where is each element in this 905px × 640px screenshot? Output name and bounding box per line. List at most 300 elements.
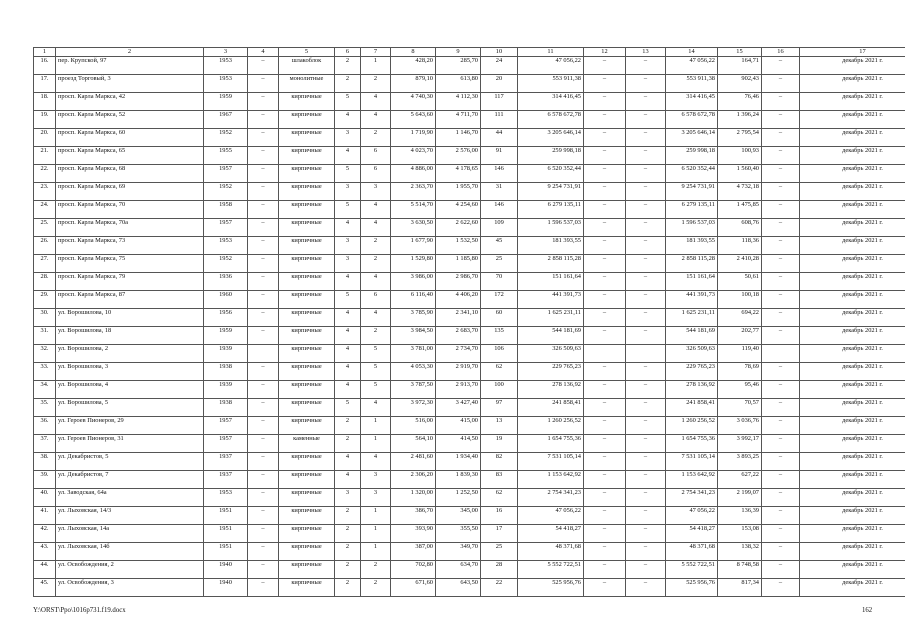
- cell-total-area: 428,20: [391, 57, 436, 75]
- cell-cost-per-m2: 100,18: [718, 291, 762, 309]
- cell-col-12: –: [584, 147, 626, 165]
- cell-cost-per-m2: 70,57: [718, 399, 762, 417]
- cell-cost-per-m2: 608,76: [718, 219, 762, 237]
- cell-col-16: –: [762, 93, 800, 111]
- cell-col-12: –: [584, 273, 626, 291]
- cell-col-4: –: [248, 57, 279, 75]
- cell-residents: 91: [481, 147, 518, 165]
- cell-cost-per-m2: 817,34: [718, 579, 762, 597]
- cell-col-16: –: [762, 75, 800, 93]
- cell-cost-total: 544 181,69: [518, 327, 584, 345]
- cell-cost-fund: 1 625 231,11: [666, 309, 718, 327]
- cell-completion-date: декабрь 2021 г.: [800, 345, 905, 363]
- cell-year-built: 1959: [204, 327, 248, 345]
- cell-floors: 5: [335, 291, 361, 309]
- cell-col-13: –: [626, 453, 666, 471]
- cell-col-12: –: [584, 183, 626, 201]
- cell-residents: 28: [481, 561, 518, 579]
- cell-year-built: 1937: [204, 471, 248, 489]
- cell-row-number: 34.: [34, 381, 56, 399]
- cell-living-area: 415,00: [436, 417, 481, 435]
- cell-col-16: –: [762, 183, 800, 201]
- cell-year-built: 1959: [204, 93, 248, 111]
- cell-floors: 4: [335, 327, 361, 345]
- cell-entrances: 4: [361, 273, 391, 291]
- cell-cost-per-m2: 3 893,25: [718, 453, 762, 471]
- cell-entrances: 2: [361, 561, 391, 579]
- cell-col-13: –: [626, 561, 666, 579]
- cell-col-13: –: [626, 165, 666, 183]
- cell-completion-date: декабрь 2021 г.: [800, 453, 905, 471]
- cell-year-built: 1951: [204, 543, 248, 561]
- cell-cost-total: 1 153 642,92: [518, 471, 584, 489]
- cell-cost-fund: 314 416,45: [666, 93, 718, 111]
- cell-col-4: –: [248, 75, 279, 93]
- cell-address: ул. Декабристов, 5: [56, 453, 204, 471]
- cell-year-built: 1957: [204, 219, 248, 237]
- cell-wall-material: кирпичные: [279, 507, 335, 525]
- cell-col-12: –: [584, 327, 626, 345]
- cell-total-area: 5 514,70: [391, 201, 436, 219]
- cell-cost-total: 47 056,22: [518, 507, 584, 525]
- cell-year-built: 1953: [204, 489, 248, 507]
- cell-col-4: –: [248, 525, 279, 543]
- table-row: [34, 525, 905, 543]
- cell-col-13: –: [626, 579, 666, 597]
- cell-col-12: –: [584, 417, 626, 435]
- column-header-6: 6: [335, 48, 361, 57]
- cell-cost-per-m2: 694,22: [718, 309, 762, 327]
- cell-cost-total: 5 552 722,51: [518, 561, 584, 579]
- cell-col-4: –: [248, 201, 279, 219]
- cell-col-16: –: [762, 237, 800, 255]
- cell-wall-material: кирпичные: [279, 273, 335, 291]
- table-row: [34, 309, 905, 327]
- table-row: [34, 579, 905, 597]
- cell-col-13: –: [626, 489, 666, 507]
- cell-wall-material: кирпичные: [279, 309, 335, 327]
- cell-total-area: 386,70: [391, 507, 436, 525]
- cell-living-area: 643,50: [436, 579, 481, 597]
- cell-row-number: 20.: [34, 129, 56, 147]
- cell-cost-total: 229 765,23: [518, 363, 584, 381]
- cell-total-area: 3 787,50: [391, 381, 436, 399]
- cell-total-area: 1 719,90: [391, 129, 436, 147]
- cell-col-13: –: [626, 255, 666, 273]
- cell-col-4: –: [248, 309, 279, 327]
- cell-wall-material: кирпичные: [279, 561, 335, 579]
- cell-completion-date: декабрь 2021 г.: [800, 507, 905, 525]
- cell-entrances: 5: [361, 363, 391, 381]
- cell-completion-date: декабрь 2021 г.: [800, 129, 905, 147]
- cell-completion-date: декабрь 2021 г.: [800, 327, 905, 345]
- cell-cost-fund: 5 552 722,51: [666, 561, 718, 579]
- cell-total-area: 3 984,50: [391, 327, 436, 345]
- cell-cost-per-m2: 164,71: [718, 57, 762, 75]
- cell-col-12: –: [584, 111, 626, 129]
- cell-address: просп. Карла Маркса, 69: [56, 183, 204, 201]
- cell-address: просп. Карла Маркса, 87: [56, 291, 204, 309]
- cell-total-area: 3 630,50: [391, 219, 436, 237]
- cell-cost-fund: 1 596 537,03: [666, 219, 718, 237]
- cell-floors: 4: [335, 381, 361, 399]
- cell-col-12: –: [584, 381, 626, 399]
- cell-row-number: 39.: [34, 471, 56, 489]
- cell-residents: 83: [481, 471, 518, 489]
- cell-floors: 2: [335, 435, 361, 453]
- cell-col-16: –: [762, 111, 800, 129]
- cell-col-4: –: [248, 237, 279, 255]
- cell-address: ул. Освобождения, 2: [56, 561, 204, 579]
- cell-col-4: –: [248, 381, 279, 399]
- cell-address: ул. Лыховская, 14а: [56, 525, 204, 543]
- cell-cost-fund: 544 181,69: [666, 327, 718, 345]
- cell-cost-per-m2: 3 036,76: [718, 417, 762, 435]
- cell-cost-fund: 1 260 256,52: [666, 417, 718, 435]
- cell-residents: 100: [481, 381, 518, 399]
- cell-address: ул. Освобождения, 3: [56, 579, 204, 597]
- table-row: [34, 57, 905, 75]
- cell-cost-total: 9 254 731,91: [518, 183, 584, 201]
- cell-entrances: 6: [361, 291, 391, 309]
- cell-floors: 4: [335, 273, 361, 291]
- cell-cost-total: 326 509,63: [518, 345, 584, 363]
- cell-total-area: 393,90: [391, 525, 436, 543]
- cell-entrances: 4: [361, 201, 391, 219]
- cell-row-number: 23.: [34, 183, 56, 201]
- cell-cost-fund: 326 509,63: [666, 345, 718, 363]
- cell-col-16: –: [762, 561, 800, 579]
- cell-residents: 60: [481, 309, 518, 327]
- cell-total-area: 5 643,60: [391, 111, 436, 129]
- cell-total-area: 4 740,30: [391, 93, 436, 111]
- cell-living-area: 349,70: [436, 543, 481, 561]
- cell-cost-per-m2: 627,22: [718, 471, 762, 489]
- cell-residents: 146: [481, 165, 518, 183]
- cell-total-area: 564,10: [391, 435, 436, 453]
- cell-row-number: 33.: [34, 363, 56, 381]
- table-row: [34, 255, 905, 273]
- cell-col-16: –: [762, 57, 800, 75]
- cell-living-area: 1 185,80: [436, 255, 481, 273]
- cell-floors: 3: [335, 489, 361, 507]
- cell-entrances: 3: [361, 471, 391, 489]
- cell-residents: 106: [481, 345, 518, 363]
- cell-col-4: [248, 345, 279, 363]
- cell-cost-total: 54 418,27: [518, 525, 584, 543]
- cell-row-number: 42.: [34, 525, 56, 543]
- cell-total-area: 1 677,90: [391, 237, 436, 255]
- cell-floors: 5: [335, 93, 361, 111]
- cell-col-12: –: [584, 93, 626, 111]
- table-row: [34, 129, 905, 147]
- cell-living-area: 2 734,70: [436, 345, 481, 363]
- cell-address: просп. Карла Маркса, 68: [56, 165, 204, 183]
- cell-wall-material: кирпичные: [279, 525, 335, 543]
- cell-residents: 16: [481, 507, 518, 525]
- cell-residents: 117: [481, 93, 518, 111]
- cell-living-area: 2 576,00: [436, 147, 481, 165]
- cell-living-area: 1 934,40: [436, 453, 481, 471]
- cell-floors: 4: [335, 309, 361, 327]
- cell-col-16: –: [762, 363, 800, 381]
- cell-address: ул. Лыховская, 14б: [56, 543, 204, 561]
- cell-col-16: –: [762, 273, 800, 291]
- cell-col-16: –: [762, 471, 800, 489]
- cell-floors: 4: [335, 453, 361, 471]
- cell-entrances: 3: [361, 489, 391, 507]
- cell-wall-material: кирпичные: [279, 471, 335, 489]
- cell-living-area: 1 955,70: [436, 183, 481, 201]
- cell-cost-total: 3 205 646,14: [518, 129, 584, 147]
- cell-col-12: –: [584, 201, 626, 219]
- cell-cost-per-m2: 1 475,85: [718, 201, 762, 219]
- cell-year-built: 1957: [204, 165, 248, 183]
- cell-row-number: 40.: [34, 489, 56, 507]
- cell-entrances: 1: [361, 507, 391, 525]
- cell-row-number: 35.: [34, 399, 56, 417]
- cell-living-area: 613,80: [436, 75, 481, 93]
- cell-cost-fund: 3 205 646,14: [666, 129, 718, 147]
- cell-cost-fund: 1 654 755,36: [666, 435, 718, 453]
- table-row: [34, 417, 905, 435]
- cell-completion-date: декабрь 2021 г.: [800, 489, 905, 507]
- cell-address: ул. Лыховская, 14/3: [56, 507, 204, 525]
- table-row: [34, 453, 905, 471]
- cell-floors: 3: [335, 237, 361, 255]
- cell-row-number: 27.: [34, 255, 56, 273]
- cell-floors: 2: [335, 525, 361, 543]
- cell-year-built: 1952: [204, 129, 248, 147]
- cell-cost-per-m2: 2 795,54: [718, 129, 762, 147]
- cell-residents: 25: [481, 255, 518, 273]
- table-row: [34, 273, 905, 291]
- cell-col-4: –: [248, 183, 279, 201]
- cell-entrances: 1: [361, 57, 391, 75]
- table-row: [34, 345, 905, 363]
- document-sheet: [33, 47, 883, 597]
- cell-col-4: –: [248, 291, 279, 309]
- cell-total-area: 879,10: [391, 75, 436, 93]
- cell-address: просп. Карла Маркса, 52: [56, 111, 204, 129]
- cell-floors: 4: [335, 363, 361, 381]
- cell-cost-total: 259 998,18: [518, 147, 584, 165]
- cell-cost-fund: 47 056,22: [666, 507, 718, 525]
- cell-completion-date: декабрь 2021 г.: [800, 165, 905, 183]
- cell-row-number: 44.: [34, 561, 56, 579]
- cell-floors: 5: [335, 165, 361, 183]
- cell-cost-per-m2: 202,77: [718, 327, 762, 345]
- cell-total-area: 3 785,90: [391, 309, 436, 327]
- cell-col-12: –: [584, 363, 626, 381]
- table-row: [34, 327, 905, 345]
- cell-cost-fund: 441 391,73: [666, 291, 718, 309]
- cell-col-13: –: [626, 237, 666, 255]
- cell-entrances: 4: [361, 219, 391, 237]
- cell-cost-per-m2: 100,93: [718, 147, 762, 165]
- cell-address: ул. Ворошилова, 2: [56, 345, 204, 363]
- cell-total-area: 3 781,00: [391, 345, 436, 363]
- cell-cost-total: 553 911,38: [518, 75, 584, 93]
- cell-residents: 31: [481, 183, 518, 201]
- cell-total-area: 2 363,70: [391, 183, 436, 201]
- column-header-2: 2: [56, 48, 204, 57]
- cell-row-number: 41.: [34, 507, 56, 525]
- column-header-1: 1: [34, 48, 56, 57]
- cell-col-13: –: [626, 183, 666, 201]
- cell-cost-per-m2: 902,43: [718, 75, 762, 93]
- cell-total-area: 6 116,40: [391, 291, 436, 309]
- cell-col-4: –: [248, 435, 279, 453]
- cell-living-area: 4 711,70: [436, 111, 481, 129]
- cell-cost-per-m2: 78,69: [718, 363, 762, 381]
- cell-residents: 22: [481, 579, 518, 597]
- cell-col-16: –: [762, 255, 800, 273]
- table-row: [34, 399, 905, 417]
- cell-completion-date: декабрь 2021 г.: [800, 543, 905, 561]
- cell-cost-fund: 525 956,76: [666, 579, 718, 597]
- cell-living-area: 2 986,70: [436, 273, 481, 291]
- cell-completion-date: декабрь 2021 г.: [800, 93, 905, 111]
- cell-entrances: 2: [361, 237, 391, 255]
- cell-residents: 25: [481, 543, 518, 561]
- cell-residents: 82: [481, 453, 518, 471]
- cell-col-16: –: [762, 417, 800, 435]
- cell-col-12: –: [584, 525, 626, 543]
- cell-living-area: 345,00: [436, 507, 481, 525]
- cell-living-area: 355,50: [436, 525, 481, 543]
- cell-completion-date: декабрь 2021 г.: [800, 417, 905, 435]
- cell-completion-date: декабрь 2021 г.: [800, 237, 905, 255]
- table-row: [34, 435, 905, 453]
- cell-col-4: –: [248, 363, 279, 381]
- cell-cost-fund: 278 136,92: [666, 381, 718, 399]
- cell-cost-total: 2 858 115,28: [518, 255, 584, 273]
- cell-cost-per-m2: 138,32: [718, 543, 762, 561]
- cell-cost-fund: 229 765,23: [666, 363, 718, 381]
- cell-living-area: 414,50: [436, 435, 481, 453]
- cell-col-13: –: [626, 435, 666, 453]
- cell-col-12: –: [584, 309, 626, 327]
- cell-wall-material: кирпичные: [279, 93, 335, 111]
- cell-cost-fund: 259 998,18: [666, 147, 718, 165]
- cell-cost-total: 441 391,73: [518, 291, 584, 309]
- column-header-14: 14: [666, 48, 718, 57]
- cell-entrances: 1: [361, 417, 391, 435]
- cell-completion-date: декабрь 2021 г.: [800, 75, 905, 93]
- cell-year-built: 1937: [204, 453, 248, 471]
- cell-wall-material: кирпичные: [279, 345, 335, 363]
- cell-living-area: 2 622,60: [436, 219, 481, 237]
- cell-living-area: 2 341,10: [436, 309, 481, 327]
- cell-floors: 2: [335, 57, 361, 75]
- cell-col-4: –: [248, 327, 279, 345]
- cell-address: ул. Ворошилова, 3: [56, 363, 204, 381]
- cell-col-4: –: [248, 273, 279, 291]
- cell-cost-fund: 553 911,38: [666, 75, 718, 93]
- cell-floors: 4: [335, 219, 361, 237]
- cell-completion-date: декабрь 2021 г.: [800, 399, 905, 417]
- cell-total-area: 387,00: [391, 543, 436, 561]
- column-header-7: 7: [361, 48, 391, 57]
- cell-floors: 2: [335, 75, 361, 93]
- cell-year-built: 1939: [204, 381, 248, 399]
- cell-residents: 44: [481, 129, 518, 147]
- cell-residents: 135: [481, 327, 518, 345]
- cell-address: пер. Крупской, 97: [56, 57, 204, 75]
- cell-year-built: 1939: [204, 345, 248, 363]
- cell-row-number: 38.: [34, 453, 56, 471]
- cell-cost-fund: 7 531 105,14: [666, 453, 718, 471]
- cell-floors: 3: [335, 255, 361, 273]
- cell-total-area: 3 972,30: [391, 399, 436, 417]
- cell-col-4: –: [248, 93, 279, 111]
- buildings-table: [33, 47, 905, 597]
- cell-living-area: 634,70: [436, 561, 481, 579]
- table-row: [34, 111, 905, 129]
- table-row: [34, 183, 905, 201]
- column-header-3: 3: [204, 48, 248, 57]
- table-row: [34, 237, 905, 255]
- column-header-13: 13: [626, 48, 666, 57]
- cell-cost-fund: 2 754 341,23: [666, 489, 718, 507]
- cell-cost-per-m2: 2 199,07: [718, 489, 762, 507]
- cell-cost-total: 6 279 135,11: [518, 201, 584, 219]
- cell-total-area: 516,00: [391, 417, 436, 435]
- cell-total-area: 4 023,70: [391, 147, 436, 165]
- cell-wall-material: кирпичные: [279, 237, 335, 255]
- table-row: [34, 201, 905, 219]
- cell-cost-fund: 2 858 115,28: [666, 255, 718, 273]
- cell-cost-per-m2: 118,36: [718, 237, 762, 255]
- cell-col-12: –: [584, 129, 626, 147]
- cell-row-number: 37.: [34, 435, 56, 453]
- column-header-15: 15: [718, 48, 762, 57]
- table-row: [34, 93, 905, 111]
- cell-cost-total: 1 654 755,36: [518, 435, 584, 453]
- cell-address: ул. Героев Пионеров, 29: [56, 417, 204, 435]
- cell-floors: 4: [335, 147, 361, 165]
- cell-col-13: –: [626, 543, 666, 561]
- cell-col-12: –: [584, 579, 626, 597]
- cell-address: ул. Заводская, 64а: [56, 489, 204, 507]
- header-row: [34, 48, 905, 57]
- cell-col-12: –: [584, 165, 626, 183]
- cell-address: ул. Ворошилова, 5: [56, 399, 204, 417]
- cell-address: ул. Декабристов, 7: [56, 471, 204, 489]
- cell-entrances: 2: [361, 255, 391, 273]
- table-row: [34, 147, 905, 165]
- cell-wall-material: кирпичные: [279, 147, 335, 165]
- cell-cost-per-m2: 95,46: [718, 381, 762, 399]
- cell-row-number: 31.: [34, 327, 56, 345]
- cell-year-built: 1967: [204, 111, 248, 129]
- cell-col-16: –: [762, 381, 800, 399]
- cell-wall-material: кирпичные: [279, 111, 335, 129]
- cell-row-number: 25.: [34, 219, 56, 237]
- cell-col-13: –: [626, 291, 666, 309]
- cell-total-area: 4 053,30: [391, 363, 436, 381]
- cell-entrances: 5: [361, 381, 391, 399]
- cell-residents: 111: [481, 111, 518, 129]
- cell-wall-material: монолитные: [279, 75, 335, 93]
- cell-address: просп. Карла Маркса, 60: [56, 129, 204, 147]
- cell-entrances: 6: [361, 165, 391, 183]
- cell-col-4: –: [248, 165, 279, 183]
- cell-wall-material: кирпичные: [279, 489, 335, 507]
- cell-col-4: –: [248, 255, 279, 273]
- cell-completion-date: декабрь 2021 г.: [800, 291, 905, 309]
